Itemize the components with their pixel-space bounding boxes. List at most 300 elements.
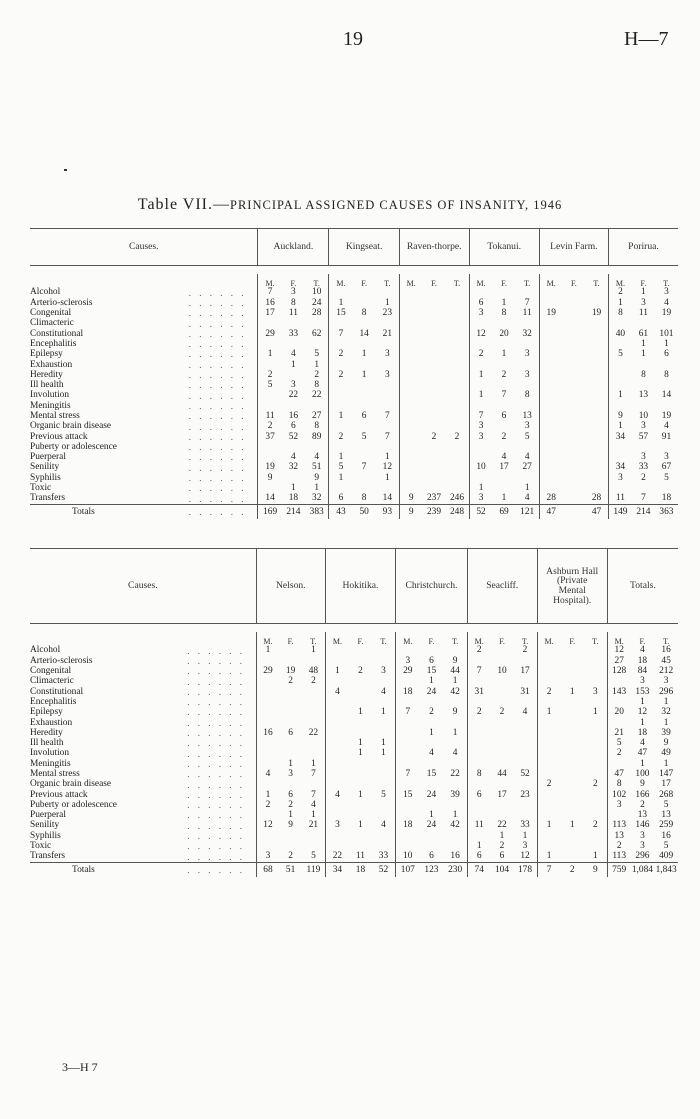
cell-value: 246 bbox=[449, 493, 465, 504]
total-value: 74 bbox=[467, 863, 490, 878]
cell-value: 10 bbox=[312, 287, 322, 298]
cell-value: 28 bbox=[312, 308, 322, 319]
cell-value bbox=[539, 401, 562, 411]
cell-value: 3 bbox=[325, 821, 349, 831]
cell-value bbox=[422, 442, 445, 452]
cell-value bbox=[258, 442, 282, 452]
cell-value: 3 bbox=[395, 656, 419, 666]
cell-value: 1 bbox=[537, 852, 561, 863]
total-value: 1,084 bbox=[631, 863, 655, 878]
cell-value: 2 bbox=[469, 350, 492, 360]
cell-value: 1 bbox=[501, 493, 507, 504]
institution-header: Ashburn Hall (Private Mental Hospital). bbox=[537, 549, 607, 624]
cell-value bbox=[372, 780, 396, 790]
cell-value bbox=[395, 831, 419, 841]
cell-value bbox=[349, 800, 372, 810]
leader-dots: . . . . . . bbox=[187, 728, 245, 739]
leader-dots: . . . . . . bbox=[187, 789, 245, 800]
table-row bbox=[30, 370, 678, 380]
cell-value bbox=[302, 831, 326, 841]
page-number: 19 bbox=[343, 28, 363, 50]
cause-label: Arterio-sclerosis bbox=[30, 655, 93, 666]
cell-value: 13 bbox=[661, 810, 671, 821]
cell-value: 15 bbox=[395, 790, 419, 800]
cell-value bbox=[446, 412, 470, 422]
cell-value: 4 bbox=[664, 297, 669, 308]
cause-label: Mental stress bbox=[30, 769, 80, 779]
cell-value: 4 bbox=[429, 748, 434, 759]
cell-value bbox=[422, 319, 445, 329]
table-row bbox=[30, 473, 678, 483]
cell-value bbox=[256, 739, 279, 749]
cell-value bbox=[467, 677, 490, 687]
cell-value: 28 bbox=[539, 494, 562, 505]
cell-value bbox=[539, 473, 562, 483]
cell-value bbox=[655, 360, 678, 370]
sex-subheader: F. bbox=[357, 637, 364, 646]
cell-value bbox=[302, 718, 326, 728]
cell-value: 1 bbox=[569, 686, 575, 697]
table-row bbox=[30, 790, 678, 800]
cell-value: 4 bbox=[325, 687, 349, 697]
cause-label: Meningitis bbox=[30, 758, 71, 769]
cell-value: 19 bbox=[661, 411, 672, 421]
cause-label: Puberty or adolescence bbox=[30, 441, 117, 452]
cell-value bbox=[325, 708, 349, 718]
cell-value bbox=[446, 360, 470, 370]
totals-row bbox=[30, 505, 678, 520]
cell-value: 4 bbox=[524, 493, 530, 504]
table-row bbox=[30, 811, 678, 821]
cell-value: 6 bbox=[291, 421, 296, 432]
leader-dots: . . . . . . bbox=[188, 370, 247, 381]
cell-value bbox=[256, 780, 279, 790]
cell-value bbox=[584, 656, 608, 666]
cell-value bbox=[467, 780, 490, 790]
cell-value: 2 bbox=[608, 288, 631, 298]
cell-value: 11 bbox=[467, 821, 490, 831]
cell-value bbox=[561, 739, 584, 749]
cell-value: 2 bbox=[499, 841, 505, 852]
cell-value bbox=[467, 739, 490, 749]
cell-value: 1 bbox=[452, 727, 458, 738]
cell-value bbox=[467, 800, 490, 810]
cell-value bbox=[329, 422, 353, 432]
cell-value bbox=[563, 350, 586, 360]
cell-value bbox=[563, 381, 586, 391]
cause-label: Organic brain disease bbox=[30, 421, 112, 432]
table-row bbox=[30, 656, 678, 666]
sex-subheader: M. bbox=[258, 274, 282, 288]
cell-value bbox=[446, 442, 470, 452]
cell-value: 3 bbox=[522, 841, 528, 852]
table-row bbox=[30, 453, 678, 463]
table-row bbox=[30, 718, 678, 728]
cell-value: 10 bbox=[497, 666, 507, 677]
table-row bbox=[30, 831, 678, 841]
cell-value: 2 bbox=[537, 687, 561, 697]
cell-value bbox=[493, 360, 516, 370]
cell-value: 3 bbox=[524, 421, 530, 432]
cause-label: Constitutional bbox=[30, 328, 84, 339]
cell-value: 1 bbox=[663, 696, 669, 707]
cell-value: 7 bbox=[384, 411, 390, 421]
cell-value: 1 bbox=[537, 708, 561, 718]
cell-value bbox=[395, 728, 419, 738]
cell-value: 32 bbox=[522, 328, 532, 339]
table-row bbox=[30, 728, 678, 738]
cell-value bbox=[585, 329, 608, 339]
cell-value bbox=[372, 677, 396, 687]
sex-subheader: T. bbox=[313, 279, 320, 288]
cell-value: 2 bbox=[501, 431, 507, 442]
sex-subheader: T. bbox=[521, 637, 529, 646]
cell-value bbox=[563, 288, 586, 298]
cell-value bbox=[537, 718, 561, 728]
cell-value: 5 bbox=[361, 431, 367, 442]
cell-value: 1 bbox=[311, 810, 316, 821]
institution-header: Totals. bbox=[607, 549, 678, 624]
total-value: 230 bbox=[443, 863, 467, 878]
cell-value: 24 bbox=[426, 686, 437, 697]
cell-value bbox=[446, 473, 470, 483]
cell-value: 1 bbox=[258, 350, 282, 360]
cell-value: 89 bbox=[312, 431, 322, 442]
cell-value bbox=[446, 381, 470, 391]
cell-value bbox=[584, 718, 608, 728]
cell-value: 84 bbox=[637, 666, 648, 677]
cell-value bbox=[584, 739, 608, 749]
cell-value: 143 bbox=[607, 687, 630, 697]
cell-value bbox=[399, 339, 422, 349]
cell-value: 16 bbox=[450, 851, 460, 862]
cell-value bbox=[493, 319, 516, 329]
cell-value bbox=[395, 739, 419, 749]
cell-value: 13 bbox=[637, 810, 648, 821]
leader-dots: . . . . . . bbox=[188, 400, 247, 411]
sex-subheader: T. bbox=[592, 637, 599, 646]
cell-value bbox=[349, 780, 372, 790]
sex-subheader: T. bbox=[524, 279, 531, 288]
cause-label: Puberty or adolescence bbox=[30, 799, 117, 810]
sex-subheader: F. bbox=[499, 637, 505, 646]
cell-value: 14 bbox=[661, 390, 672, 401]
total-value: 759 bbox=[607, 863, 630, 878]
table-row bbox=[30, 309, 678, 319]
cell-value bbox=[561, 831, 584, 841]
cell-value bbox=[539, 319, 562, 329]
sex-subheader-row bbox=[30, 632, 678, 646]
table-row bbox=[30, 667, 678, 677]
cell-value: 296 bbox=[635, 851, 650, 862]
cell-value: 9 bbox=[452, 655, 458, 666]
cell-value bbox=[469, 288, 492, 298]
cell-value: 2 bbox=[640, 799, 645, 810]
cell-value bbox=[608, 319, 631, 329]
cell-value bbox=[561, 780, 584, 790]
cell-value: 1 bbox=[663, 717, 669, 728]
cell-value: 33 bbox=[378, 851, 389, 862]
cell-value: 1 bbox=[384, 472, 390, 483]
cell-value bbox=[349, 677, 372, 687]
cell-value bbox=[585, 463, 608, 473]
cell-value bbox=[537, 790, 561, 800]
cell-value: 2 bbox=[537, 780, 561, 790]
table-title bbox=[0, 196, 700, 214]
cell-value bbox=[608, 370, 631, 380]
cell-value bbox=[256, 708, 279, 718]
cell-value: 45 bbox=[661, 655, 671, 666]
cell-value bbox=[655, 319, 678, 329]
cell-value bbox=[632, 319, 655, 329]
cell-value: 1 bbox=[329, 453, 353, 463]
cell-value: 19 bbox=[539, 309, 562, 319]
cell-value bbox=[353, 473, 376, 483]
total-value: 9 bbox=[399, 505, 422, 520]
total-value: 178 bbox=[514, 863, 538, 878]
cell-value bbox=[561, 728, 584, 738]
cell-value: 7 bbox=[467, 667, 490, 677]
cell-value: 20 bbox=[607, 708, 630, 718]
cell-value: 4 bbox=[381, 686, 386, 697]
leader-dots: . . . . . . bbox=[188, 431, 247, 442]
cell-value: 1 bbox=[429, 676, 434, 687]
institution-header: Tokanui. bbox=[469, 229, 539, 266]
leader-dots: . . . . . . bbox=[187, 851, 245, 862]
cell-value bbox=[585, 473, 608, 483]
cell-value: 3 bbox=[592, 686, 598, 697]
cell-value bbox=[399, 309, 422, 319]
sex-subheader: F. bbox=[428, 637, 435, 646]
cell-value bbox=[585, 339, 608, 349]
cell-value: 3 bbox=[381, 666, 386, 677]
cell-value: 10 bbox=[395, 852, 419, 863]
cell-value bbox=[279, 749, 302, 759]
cell-value: 3 bbox=[664, 452, 669, 463]
cell-value: 1 bbox=[641, 338, 646, 349]
cell-value: 22 bbox=[325, 852, 349, 863]
cell-value bbox=[422, 329, 445, 339]
leader-dots: . . . . . . bbox=[188, 349, 247, 360]
cell-value bbox=[279, 718, 302, 728]
sex-subheader: F. bbox=[640, 279, 647, 288]
cell-value: 5 bbox=[381, 789, 386, 800]
cell-value: 2 bbox=[258, 422, 282, 432]
sex-subheader: M. bbox=[325, 632, 349, 646]
cell-value bbox=[256, 718, 279, 728]
cell-value: 15 bbox=[329, 309, 353, 319]
cell-value bbox=[422, 298, 445, 308]
table-row bbox=[30, 708, 678, 718]
cell-value bbox=[353, 360, 376, 370]
cell-value bbox=[539, 381, 562, 391]
cell-value bbox=[399, 360, 422, 370]
cell-value: 259 bbox=[659, 820, 674, 831]
cell-value: 1 bbox=[501, 297, 507, 308]
table-row bbox=[30, 739, 678, 749]
cell-value: 3 bbox=[608, 473, 631, 483]
cell-value: 7 bbox=[311, 769, 316, 779]
cell-value bbox=[539, 339, 562, 349]
cell-value: 8 bbox=[291, 297, 296, 308]
cell-value: 8 bbox=[664, 369, 669, 380]
cell-value: 18 bbox=[395, 821, 419, 831]
cell-value bbox=[399, 381, 422, 391]
cell-value bbox=[585, 422, 608, 432]
cell-value: 7 bbox=[641, 493, 646, 504]
cell-value bbox=[279, 687, 302, 697]
cell-value bbox=[563, 463, 586, 473]
cell-value bbox=[446, 370, 470, 380]
cell-value bbox=[467, 728, 490, 738]
cell-value: 17 bbox=[497, 789, 507, 800]
cell-value: 237 bbox=[426, 493, 442, 504]
total-value: 52 bbox=[372, 863, 396, 878]
cell-value: 3 bbox=[663, 676, 669, 687]
cell-value: 17 bbox=[661, 779, 671, 790]
cell-value: 12 bbox=[520, 851, 530, 862]
cell-value bbox=[514, 718, 538, 728]
sex-subheader: T. bbox=[593, 279, 600, 288]
cell-value bbox=[563, 391, 586, 401]
cell-value: 7 bbox=[395, 770, 419, 780]
cell-value: 19 bbox=[591, 308, 602, 319]
cell-value: 3 bbox=[256, 852, 279, 863]
cell-value: 1 bbox=[640, 696, 645, 707]
cell-value bbox=[514, 780, 538, 790]
cell-value: 51 bbox=[312, 462, 322, 473]
leader-dots: . . . . . . bbox=[187, 738, 245, 749]
leader-dots: . . . . . . bbox=[188, 380, 247, 391]
cell-value bbox=[399, 473, 422, 483]
cell-value bbox=[585, 350, 608, 360]
cell-value: 22 bbox=[450, 769, 460, 779]
cell-value bbox=[537, 759, 561, 769]
cell-value: 4 bbox=[452, 748, 458, 759]
sex-subheader: F. bbox=[431, 279, 437, 288]
cell-value: 1 bbox=[256, 790, 279, 800]
cell-value: 1 bbox=[314, 483, 320, 494]
total-value: 68 bbox=[256, 863, 279, 878]
cell-value: 5 bbox=[314, 349, 320, 360]
cell-value bbox=[395, 718, 419, 728]
cell-value: 5 bbox=[663, 799, 669, 810]
cell-value: 1 bbox=[358, 789, 363, 800]
cell-value: 4 bbox=[664, 421, 669, 432]
leader-dots: . . . . . . bbox=[188, 339, 247, 350]
cell-value: 13 bbox=[607, 831, 630, 841]
cell-value: 10 bbox=[469, 463, 492, 473]
institution-header: Porirua. bbox=[608, 229, 678, 266]
institution-header: Seacliff. bbox=[467, 549, 537, 624]
cell-value: 11 bbox=[522, 308, 532, 319]
cell-value bbox=[256, 831, 279, 841]
cell-value: 9 bbox=[640, 779, 645, 790]
leader-dots: . . . . . . bbox=[187, 666, 245, 677]
cell-value: 8 bbox=[361, 493, 367, 504]
cell-value bbox=[561, 656, 584, 666]
leader-dots: . . . . . . bbox=[187, 863, 256, 878]
cell-value: 18 bbox=[395, 687, 419, 697]
cell-value: 32 bbox=[288, 462, 299, 473]
table-row bbox=[30, 412, 678, 422]
cell-value bbox=[539, 412, 562, 422]
cause-label: Puerperal bbox=[30, 452, 66, 463]
cell-value: 9 bbox=[258, 473, 282, 483]
header-row bbox=[30, 549, 678, 624]
cell-value: 5 bbox=[524, 431, 530, 442]
cell-value bbox=[585, 360, 608, 370]
cell-value bbox=[399, 298, 422, 308]
cell-value: 1 bbox=[381, 707, 386, 718]
cell-value bbox=[563, 412, 586, 422]
cell-value: 31 bbox=[520, 686, 530, 697]
cell-value bbox=[325, 770, 349, 780]
cell-value: 16 bbox=[256, 728, 279, 738]
cell-value bbox=[514, 677, 538, 687]
cell-value: 6 bbox=[469, 298, 492, 308]
cell-value: 28 bbox=[591, 493, 602, 504]
cell-value: 1 bbox=[361, 369, 367, 380]
cell-value bbox=[302, 697, 326, 707]
cell-value: 24 bbox=[312, 297, 322, 308]
cell-value: 9 bbox=[452, 707, 458, 718]
cell-value: 1 bbox=[452, 676, 458, 687]
cell-value: 18 bbox=[637, 727, 648, 738]
cell-value: 2 bbox=[329, 370, 353, 380]
cell-value bbox=[539, 360, 562, 370]
leader-dots: . . . . . . bbox=[187, 800, 245, 811]
table-row bbox=[30, 391, 678, 401]
cell-value bbox=[395, 800, 419, 810]
cause-label: Senility bbox=[30, 462, 60, 473]
sex-subheader: F. bbox=[361, 279, 368, 288]
cell-value: 1 bbox=[311, 645, 316, 656]
cell-value: 42 bbox=[450, 686, 460, 697]
cell-value: 16 bbox=[661, 645, 671, 656]
cell-value bbox=[422, 350, 445, 360]
cell-value: 29 bbox=[395, 667, 419, 677]
cell-value: 1 bbox=[291, 359, 296, 370]
cell-value: 1 bbox=[311, 758, 316, 769]
leader-dots: . . . . . . bbox=[188, 287, 247, 298]
cell-value bbox=[399, 432, 422, 442]
cell-value: 6 bbox=[288, 789, 293, 800]
cell-value: 128 bbox=[607, 667, 630, 677]
leader-dots: . . . . . . bbox=[187, 645, 245, 656]
cell-value bbox=[563, 442, 586, 452]
cell-value: 4 bbox=[381, 820, 386, 831]
cell-value: 1 bbox=[429, 727, 434, 738]
cell-value: 1 bbox=[592, 707, 598, 718]
sex-subheader: T. bbox=[453, 279, 461, 288]
cell-value: 3 bbox=[664, 287, 669, 298]
cell-value bbox=[585, 319, 608, 329]
cell-value bbox=[399, 350, 422, 360]
cell-value: 32 bbox=[661, 707, 671, 718]
cell-value: 37 bbox=[258, 432, 282, 442]
total-value: 47 bbox=[539, 505, 562, 520]
cell-value: 1 bbox=[499, 830, 505, 841]
cell-value: 6 bbox=[429, 851, 434, 862]
cell-value bbox=[584, 677, 608, 687]
cell-value: 1 bbox=[640, 758, 645, 769]
cell-value bbox=[539, 463, 562, 473]
leader-dots: . . . . . . bbox=[188, 308, 247, 319]
cell-value bbox=[491, 800, 514, 810]
sex-subheader: F. bbox=[639, 637, 646, 646]
cell-value bbox=[585, 391, 608, 401]
